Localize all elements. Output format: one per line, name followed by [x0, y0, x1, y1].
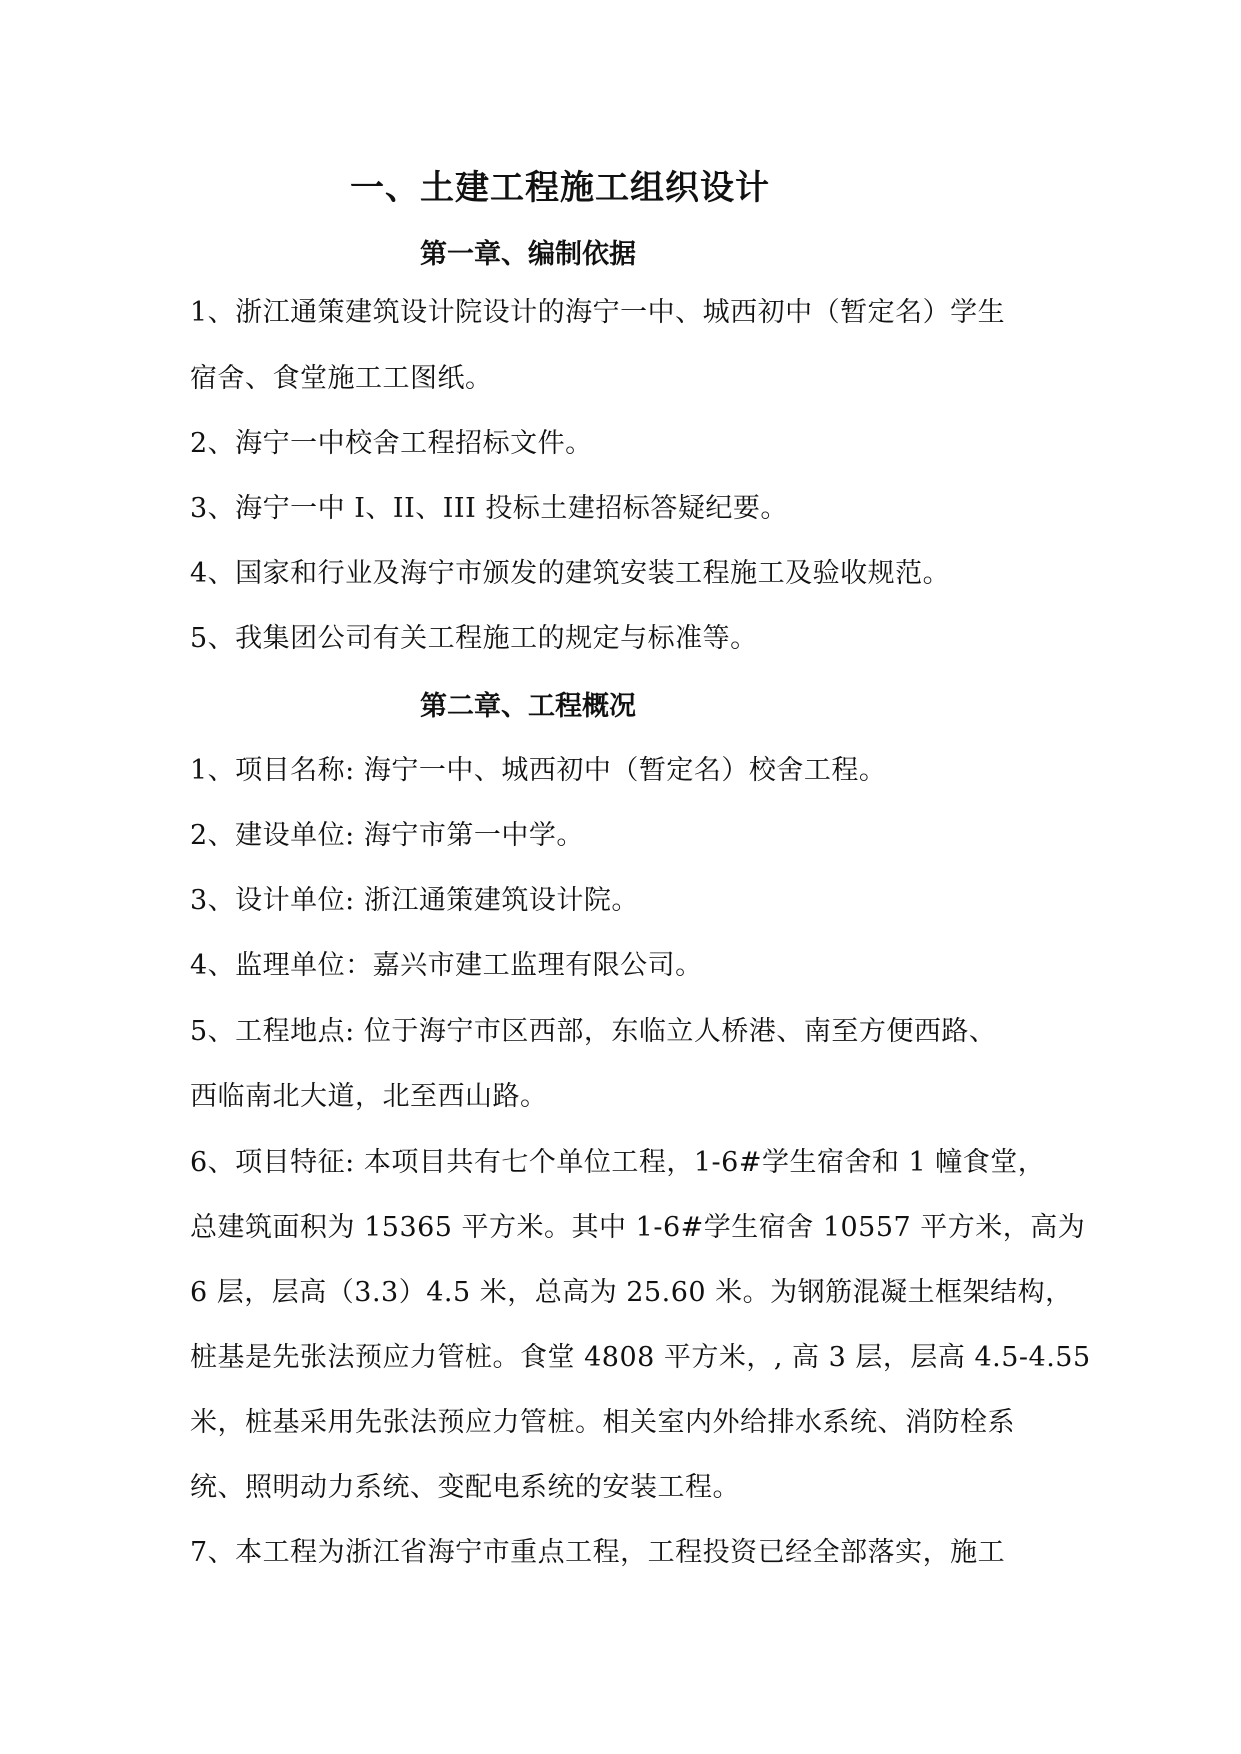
- chapter2-line-5: 5、工程地点: 位于海宁市区西部，东临立人桥港、南至方便西路、: [190, 1016, 997, 1047]
- chapter2-line-1: 1、项目名称: 海宁一中、城西初中（暂定名）校舍工程。: [190, 755, 887, 786]
- chapter1-heading: 第一章、编制依据: [420, 239, 636, 270]
- chapter2-line-9: 6 层，层高（3.3）4.5 米，总高为 25.60 米。为钢筋混凝土框架结构，: [190, 1277, 1073, 1308]
- chapter1-line-5: 4、国家和行业及海宁市颁发的建筑安装工程施工及验收规范。: [190, 558, 951, 589]
- chapter2-line-11: 米，桩基采用先张法预应力管桩。相关室内外给排水系统、消防栓系: [190, 1407, 1015, 1438]
- chapter2-line-10: 桩基是先张法预应力管桩。食堂 4808 平方米，, 高 3 层，层高 4.5-4.55: [190, 1342, 1091, 1373]
- chapter1-line-4: 3、海宁一中 I、II、III 投标土建招标答疑纪要。: [190, 493, 788, 524]
- chapter2-line-13: 7、本工程为浙江省海宁市重点工程，工程投资已经全部落实，施工: [190, 1537, 1006, 1568]
- document-title: 一、土建工程施工组织设计: [350, 168, 770, 208]
- chapter1-line-3: 2、海宁一中校舍工程招标文件。: [190, 428, 593, 459]
- chapter2-line-4: 4、监理单位：嘉兴市建工监理有限公司。: [190, 950, 703, 981]
- chapter1-line-2: 宿舍、食堂施工工图纸。: [190, 363, 493, 394]
- chapter2-heading: 第二章、工程概况: [420, 691, 636, 722]
- chapter2-line-12: 统、照明动力系统、变配电系统的安装工程。: [190, 1472, 740, 1503]
- chapter2-line-7: 6、项目特征: 本项目共有七个单位工程，1-6#学生宿舍和 1 幢食堂，: [190, 1147, 1046, 1178]
- chapter1-line-6: 5、我集团公司有关工程施工的规定与标准等。: [190, 623, 758, 654]
- chapter2-line-6: 西临南北大道，北至西山路。: [190, 1081, 548, 1112]
- chapter2-line-2: 2、建设单位: 海宁市第一中学。: [190, 820, 584, 851]
- chapter2-line-8: 总建筑面积为 15365 平方米。其中 1-6#学生宿舍 10557 平方米，高为: [190, 1212, 1086, 1243]
- chapter1-line-1: 1、浙江通策建筑设计院设计的海宁一中、城西初中（暂定名）学生: [190, 297, 1006, 328]
- chapter2-line-3: 3、设计单位: 浙江通策建筑设计院。: [190, 885, 639, 916]
